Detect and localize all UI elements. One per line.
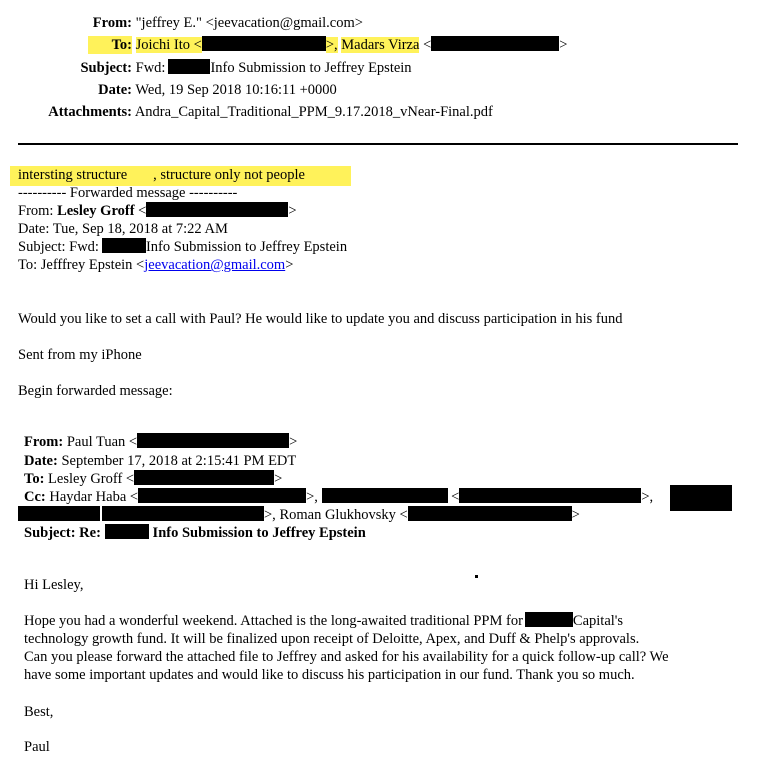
forward2-date-row <box>24 452 296 470</box>
redaction-block <box>102 506 264 521</box>
forward2-from-row: From: Paul Tuan < > <box>24 434 298 450</box>
forward2-subject-row <box>24 524 366 542</box>
header-to-row: To: Joichi Ito < >, Madars Virza < > <box>0 36 567 54</box>
body2-para-line-3: Can you please forward the attached file to Jeffrey and asked for his availability for a quick follow-up call? We <box>24 649 669 665</box>
header-to-name-1: Joichi Ito <box>135 37 190 53</box>
redaction-block <box>431 36 559 51</box>
forward2-subject-rest: Info Submission to Jeffrey Epstein <box>152 525 366 541</box>
redaction-block <box>102 238 146 253</box>
forward1-date: Date: Tue, Sep 18, 2018 at 7:22 AM <box>18 221 228 237</box>
header-subject-prefix: Fwd: <box>135 60 166 76</box>
body2-signature: Paul <box>24 739 50 755</box>
forward2-date-value: September 17, 2018 at 2:15:41 PM EDT <box>61 453 297 469</box>
comment-part-1: intersting structure <box>18 167 128 183</box>
forward2-cc-continuation: >, Roman Glukhovsky < > <box>18 506 580 524</box>
forward-separator: ---------- Forwarded message ---------- <box>18 185 238 201</box>
header-subject-label: Subject: <box>80 60 132 76</box>
header-subject-row <box>0 59 412 77</box>
forward2-to-label: To: <box>24 471 45 487</box>
header-date-value: Wed, 19 Sep 2018 10:16:11 +0000 <box>135 82 337 98</box>
redaction-block <box>138 488 306 503</box>
body1-begin-forwarded: Begin forwarded message: <box>18 383 173 399</box>
header-from-label: From: <box>92 15 132 31</box>
redaction-block <box>202 36 326 51</box>
header-to-name-2: Madars Virza <box>341 37 420 53</box>
body2-para-line-1: Hope you had a wonderful weekend. Attached is the long-awaited traditional PPM for Capital's <box>24 613 624 629</box>
body1-question: Would you like to set a call with Paul? He would like to update you and discuss participation in his fund <box>18 311 623 327</box>
stray-mark <box>475 575 478 578</box>
forward1-from-row: From: Lesley Groff < > <box>18 203 297 219</box>
header-attachments-label: Attachments: <box>48 104 132 120</box>
redaction-block <box>525 612 573 627</box>
body2-greeting: Hi Lesley, <box>24 577 84 593</box>
header-date-row <box>0 81 337 99</box>
forward1-from-name: Lesley Groff <box>57 203 135 219</box>
forward1-from-label: From: <box>18 203 54 219</box>
forward1-subject-row <box>18 238 347 256</box>
forward2-date-label: Date: <box>24 453 58 469</box>
header-from-value: "jeffrey E." <jeevacation@gmail.com> <box>135 15 363 31</box>
redaction-block <box>137 433 289 448</box>
forward2-cc-name-1: Haydar Haba <box>49 489 127 505</box>
redaction-block <box>146 202 288 217</box>
forward1-subject-rest: Info Submission to Jeffrey Epstein <box>145 239 348 255</box>
redaction-block <box>105 524 149 539</box>
body2-para-line-2: technology growth fund. It will be finalized upon receipt of Deloitte, Apex, and Duff & Phelp's approvals. <box>24 631 640 647</box>
forward2-from-name: Paul Tuan <box>66 434 126 450</box>
body2-para-line-4: have some important updates and would like to discuss his participation in our fund. Thank you so much. <box>24 667 635 683</box>
forward2-cc-row: Cc: Haydar Haba < >, < >, <box>24 489 654 505</box>
redaction-block <box>168 59 210 74</box>
header-attachments-row <box>0 103 493 121</box>
comment-line <box>10 166 351 186</box>
forward2-cc-label: Cc: <box>24 489 46 505</box>
header-from-row <box>0 14 363 32</box>
header-subject-rest: Info Submission to Jeffrey Epstein <box>210 60 412 76</box>
redaction-block <box>459 488 641 503</box>
forward2-from-label: From: <box>24 434 64 450</box>
forward1-subject-prefix: Subject: Fwd: <box>18 239 99 255</box>
body1-sent-from: Sent from my iPhone <box>18 347 142 363</box>
body2-closing: Best, <box>24 704 54 720</box>
redaction-block <box>134 470 274 485</box>
forward2-cc-name-last: Roman Glukhovsky <box>279 507 396 523</box>
redaction-block <box>670 485 732 511</box>
redaction-block <box>408 506 572 521</box>
forward1-to-email-link[interactable]: jeevacation@gmail.com <box>144 257 286 273</box>
forward2-to-name: Lesley Groff <box>48 471 123 487</box>
divider-rule <box>18 143 738 145</box>
forward1-to-row: To: Jefffrey Epstein <jeevacation@gmail.com> <box>18 257 294 273</box>
redaction-block <box>322 488 448 503</box>
header-attachments-value: Andra_Capital_Traditional_PPM_9.17.2018_vNear-Final.pdf <box>134 104 493 120</box>
header-date-label: Date: <box>98 82 132 98</box>
redaction-block <box>18 506 100 521</box>
comment-part-2: , structure only not people <box>153 167 305 183</box>
forward2-subject-label: Subject: Re: <box>24 525 101 541</box>
header-to-label: To: <box>88 36 132 54</box>
forward1-to-prefix: To: Jefffrey Epstein < <box>18 257 145 273</box>
forward2-to-row: To: Lesley Groff < > <box>24 471 283 487</box>
